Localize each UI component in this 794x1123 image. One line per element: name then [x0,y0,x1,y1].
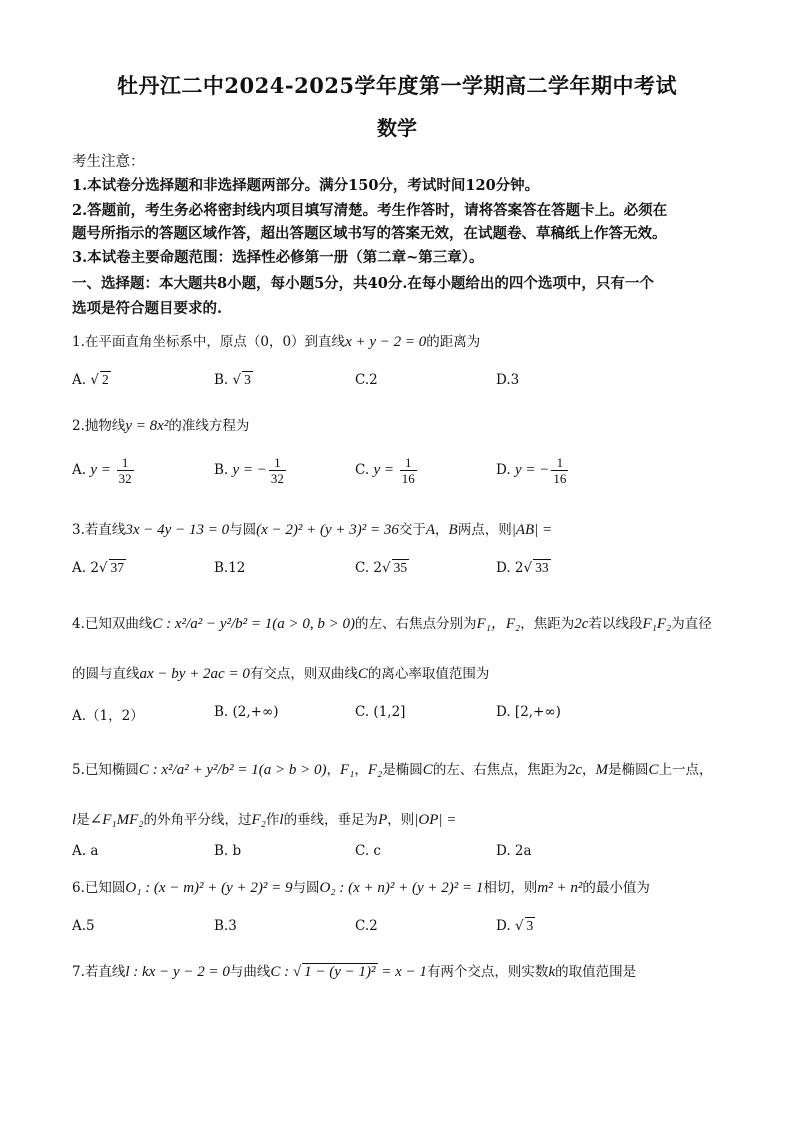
q5-option-c[interactable]: C. c [355,843,381,859]
q2-d-den: 16 [553,471,567,486]
q4-line2-text-b: 有交点，则双曲线 [249,666,358,682]
q3-option-d[interactable]: D. 2√ 33 [496,560,549,576]
q1-a-label: A. [72,372,91,388]
q3-text-a: 3.若直线 [72,522,126,538]
q4-text-d: 若以线段 [588,616,643,632]
q6-circle-1: O₁ : (x − m)² + (y + 2)² = 9 [125,880,293,896]
q5-text-g: 是椭圆 [607,762,649,778]
q2-option-b[interactable] [214,455,288,486]
q2-d-lhs: y = − [514,462,550,478]
question-3-options [72,560,722,590]
q5-f2: F₂ [367,762,383,778]
q7-text-a: 7.若直线 [72,964,126,980]
q6-circle-2: O₂ : (x + n)² + (y + 2)² = 1 [319,880,484,896]
notice-heading: 考生注意： [72,154,145,170]
q3-c-radicand: 35 [393,560,408,575]
q2-a-fraction [117,455,134,486]
q7-curve-radicand: 1 − (y − 1)² [304,964,376,980]
q5-c2: C [648,762,659,778]
q6-option-c[interactable]: C.2 [355,918,378,934]
question-2-stem [72,414,249,435]
q4-option-c[interactable]: C. (1,2] [355,704,406,720]
q5-option-b[interactable]: B. b [214,843,242,859]
q1-equation: x + y − 2 = 0 [345,334,427,350]
q6-d-label: D. [496,918,515,934]
q2-a-den: 32 [118,471,132,486]
q3-d-label: D. 2 [496,560,524,576]
q3-d-radicand: 33 [535,560,549,575]
q5-text-a: 5.已知椭圆 [72,762,139,778]
q2-option-a[interactable] [72,455,136,486]
q2-d-label: D. [496,462,515,478]
q5-line2-text-d: 的垂线，垂足为 [283,812,379,828]
q4-line2-text-a: 的圆与直线 [72,666,140,682]
q5-text-c: ， [354,762,368,778]
q7-curve-lhs: C : [270,964,293,980]
question-4-stem [72,612,712,633]
q2-c-fraction [400,455,417,486]
q5-line2-f2: F₂ [251,812,266,828]
q3-c-label: C. 2 [355,560,383,576]
q3-ab-length: |AB| = [511,522,553,538]
q2-c-den: 16 [401,471,415,486]
q2-d-fraction [551,455,568,486]
question-5-stem [72,758,713,779]
q2-b-lhs: y = − [232,462,267,478]
q2-equation: y = 8x² [125,418,169,434]
q6-option-d[interactable]: D. √ 3 [496,918,534,934]
q6-d-radicand: 3 [526,918,534,933]
q4-curve-c: C [357,666,368,682]
q5-text-b: ， [326,762,341,778]
q5-line2-text-b: 的外角平分线，过 [143,812,252,828]
q3-point-b: B [448,522,458,538]
q7-k: k [548,964,556,980]
q2-c-num: 1 [400,455,417,471]
q4-hyperbola-equation: C : x²/a² − y²/b² = 1(a > 0, b > 0) [152,616,356,632]
q5-option-a[interactable]: A. a [72,843,99,859]
question-1-options [72,372,722,402]
q3-text-c: 交于 [398,522,426,538]
question-4-stem-line-2 [72,662,489,683]
q1-text-a: 1.在平面直角坐标系中，原点（0，0）到直线 [72,334,346,350]
subject-title: 数学 [377,116,417,140]
notice-line-3: 题号所指示的答题区域作答，超出答题区域书写的答案无效，在试题卷、草稿纸上作答无效。 [72,225,667,242]
notice-line-2: 2.答题前，考生务必将密封线内项目填写清楚。考生作答时，请将答案答在答题卡上。必须在 [72,202,668,219]
q1-b-radicand: 3 [244,372,251,387]
q5-m: M [595,762,608,778]
q2-option-d[interactable] [496,455,570,486]
q1-option-a[interactable]: A. √ 2 [72,372,109,388]
q4-text-e: 为直径 [671,616,712,632]
q5-line2-text-a: 是 [76,812,90,828]
question-3-stem [72,518,552,539]
q6-text-d: 的最小值为 [582,880,650,896]
q4-text-b: 的左、右焦点分别为 [355,616,477,632]
q5-ellipse-equation: C : x²/a² + y²/b² = 1(a > b > 0) [138,762,327,778]
q7-text-b: 与曲线 [229,964,271,980]
q5-2c: 2c [567,762,582,778]
q7-text-d: 的取值范围是 [555,964,637,980]
q2-c-lhs: y = [373,462,398,478]
q2-c-label: C. [355,462,374,478]
notice-line-1: 1.本试卷分选择题和非选择题两部分。满分150分，考试时间120分钟。 [72,177,540,194]
q3-text-b: 与圆 [229,522,257,538]
q6-option-b[interactable]: B.3 [214,918,237,934]
question-7-stem [72,960,636,981]
q6-option-a[interactable]: A.5 [72,918,95,934]
q2-b-fraction [269,455,286,486]
q6-text-b: 与圆 [292,880,320,896]
q4-option-d[interactable]: D. [2,+∞) [496,704,561,720]
question-5-options [72,843,722,873]
q1-text-b: 的距离为 [426,334,481,350]
q5-option-d[interactable]: D. 2a [496,843,532,859]
q6-text-c: 相切，则 [483,880,538,896]
q4-text-a: 4.已知双曲线 [72,616,153,632]
q4-focal-length: 2c [574,616,589,632]
q5-text-f: ， [581,762,596,778]
exam-title: 牡丹江二中2024-2025学年度第一学期高二学年期中考试 [116,73,678,98]
section-heading-line-1: 一、选择题：本大题共8小题，每小题5分，共40分.在每小题给出的四个选项中，只有一个 [72,275,654,292]
q5-f1: F₁ [340,762,355,778]
q3-option-b[interactable]: B.12 [214,560,246,576]
q4-line2-text-c: 的离心率取值范围为 [367,666,490,682]
q2-text-a: 2.抛物线 [72,418,126,434]
q4-text-c: ，焦距为 [520,616,575,632]
q2-b-num: 1 [269,455,286,471]
q2-b-den: 32 [270,471,284,486]
question-1-stem [72,330,480,351]
q3-text-e: 两点，则 [457,522,512,538]
q3-circle-equation: (x − 2)² + (y + 3)² = 36 [256,522,399,538]
q3-text-d: ， [435,522,449,538]
q1-option-d[interactable]: D.3 [496,372,520,388]
q5-line2-text-e: ，则 [387,812,415,828]
q5-text-h: 上一点， [658,762,713,778]
q1-b-label: B. [214,372,233,388]
q2-b-label: B. [214,462,233,478]
q3-a-radicand: 37 [110,560,125,575]
q4-option-b[interactable]: B. (2,+∞) [214,704,279,720]
q5-l: l [72,812,77,828]
q3-a-label: A. 2 [72,560,99,576]
q6-text-a: 6.已知圆 [72,880,126,896]
q3-line-equation: 3x − 4y − 13 = 0 [125,522,230,538]
q5-c: C [422,762,433,778]
notice-line-4: 3.本试卷主要命题范围：选择性必修第一册（第二章~第三章）。 [72,249,484,266]
q5-p: P [378,812,388,828]
q1-a-radicand: 2 [101,372,109,387]
q5-line2-l: l [279,812,284,828]
q5-text-d: 是椭圆 [382,762,423,778]
q7-text-c: 有两个交点，则实数 [426,964,549,980]
section-heading-line-2: 选项是符合题目要求的. [72,300,223,317]
q2-text-b: 的准线方程为 [168,418,250,434]
q5-op: |OP| = [414,812,457,828]
q7-curve-rhs: = x − 1 [377,964,427,980]
question-5-stem-line-2 [72,808,456,829]
question-2-options [72,455,722,495]
q7-line-equation: l : kx − y − 2 = 0 [125,964,230,980]
q3-option-c[interactable]: C. 2√ 35 [355,560,408,576]
q6-expression: m² + n² [537,880,583,896]
question-4-options [72,704,722,734]
q2-option-c[interactable] [355,455,419,486]
q5-line2-text-c: 作 [265,812,280,828]
q4-segment: F₁F₂ [642,616,672,632]
q1-option-c[interactable]: C.2 [355,372,378,388]
q7-curve-equation: C : √ 1 − (y − 1)² = x − 1 [270,964,427,980]
q1-option-b[interactable]: B. √ 3 [214,372,251,388]
q4-line-equation: ax − by + 2ac = 0 [139,666,250,682]
q2-d-num: 1 [551,455,568,471]
q5-angle: ∠F₁MF₂ [89,812,144,828]
question-6-stem [72,876,650,897]
q2-a-num: 1 [117,455,134,471]
q5-text-e: 的左、右焦点，焦距为 [432,762,568,778]
q4-option-a[interactable]: A.（1，2） [72,708,144,724]
q4-foci: F₁，F₂ [476,616,521,632]
q2-a-lhs: y = [90,462,115,478]
question-6-options [72,918,722,948]
q2-a-label: A. [72,462,91,478]
q3-point-a: A [425,522,436,538]
q3-option-a[interactable]: A. 2√ 37 [72,560,125,576]
